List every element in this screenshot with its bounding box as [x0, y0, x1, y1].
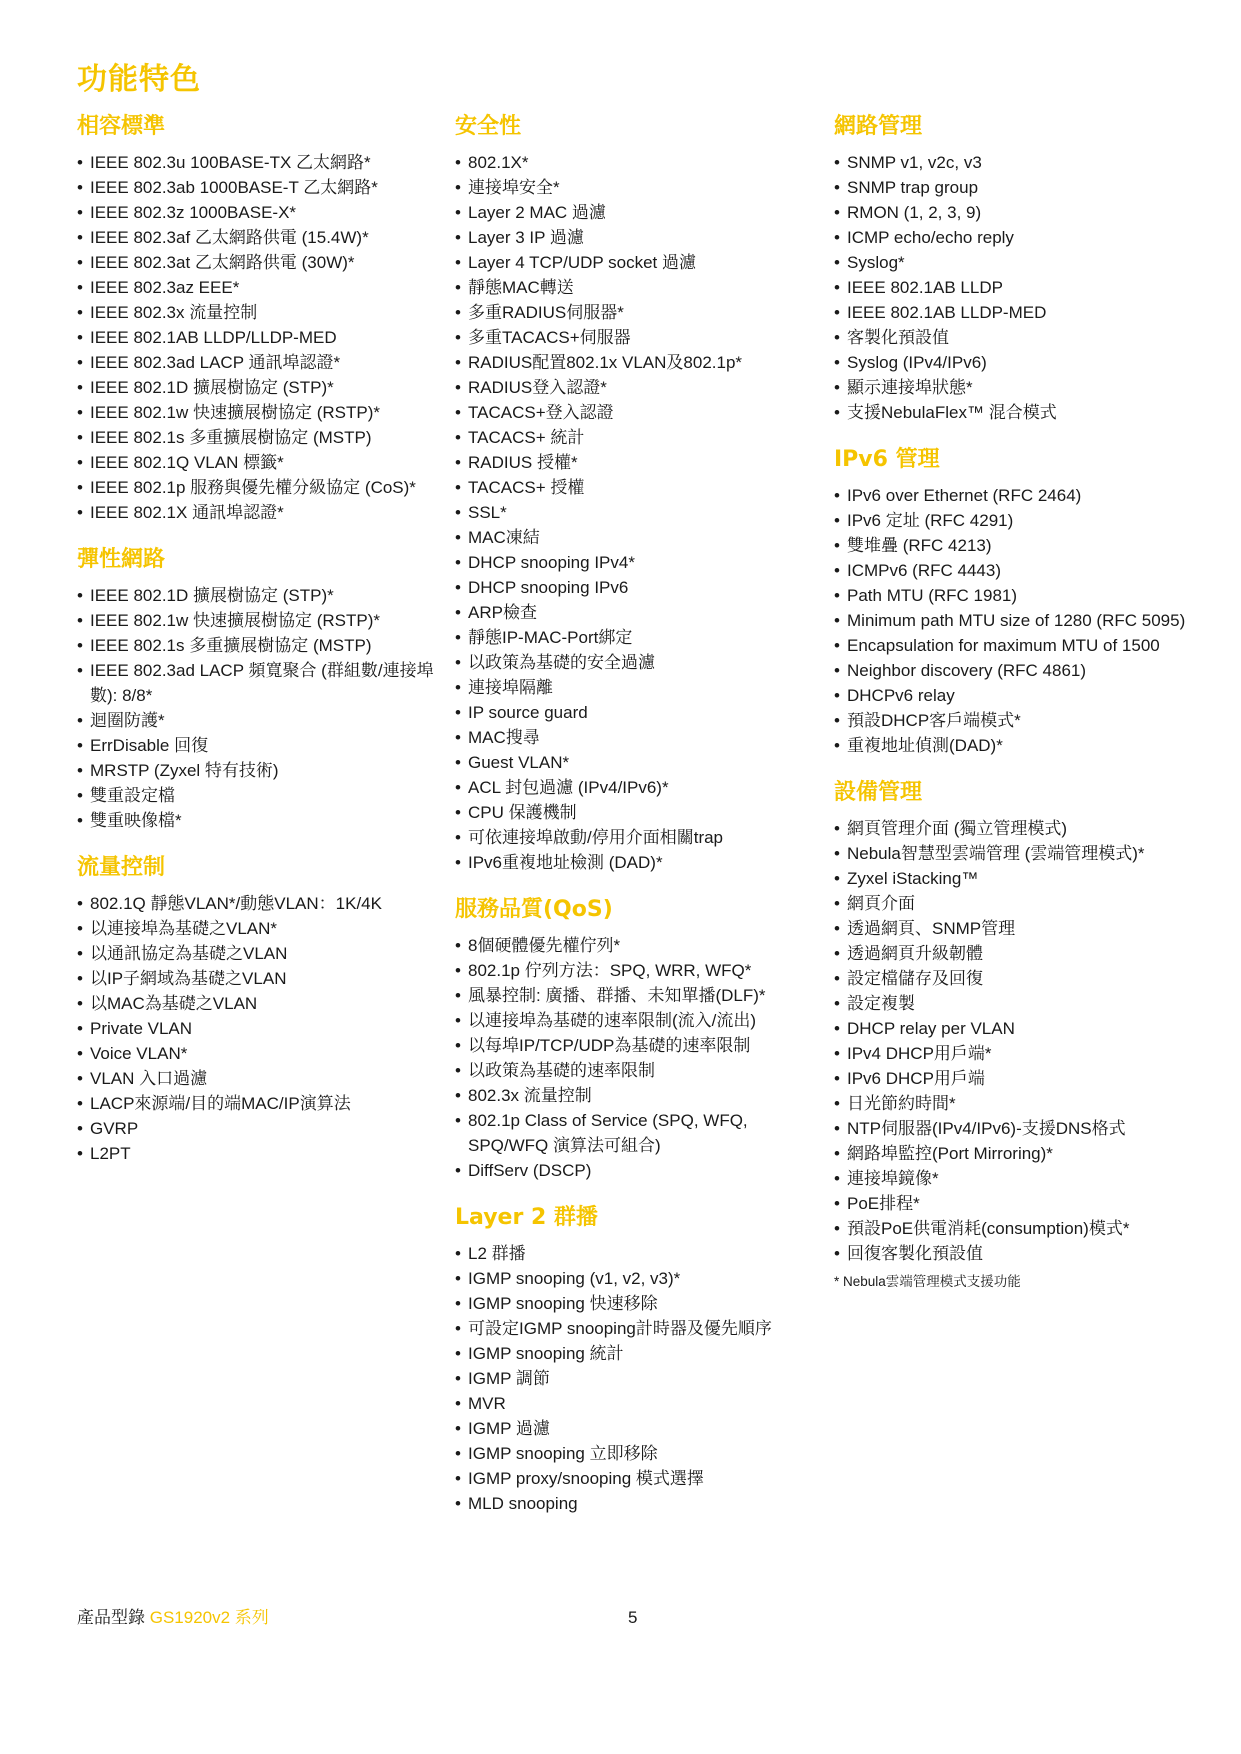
- list-item: • 可設定IGMP snooping計時器及優先順序: [455, 1316, 825, 1341]
- list-item: • IGMP snooping 快速移除: [455, 1291, 825, 1316]
- list-item: • Guest VLAN*: [455, 750, 825, 775]
- list-item: • CPU 保護機制: [455, 800, 825, 825]
- list-item: • IGMP snooping 立即移除: [455, 1441, 825, 1466]
- section-title: 設備管理: [834, 780, 923, 805]
- list-item: • IPv6 DHCP用戶端: [834, 1066, 1204, 1091]
- footer: [77, 1606, 269, 1630]
- list-item: • IEEE 802.1w 快速擴展樹協定 (RSTP)*: [77, 400, 442, 425]
- list-item: • IEEE 802.3az EEE*: [77, 275, 442, 300]
- feature-list: [77, 150, 442, 525]
- list-item: • IEEE 802.1D 擴展樹協定 (STP)*: [77, 375, 442, 400]
- list-item: • Zyxel iStacking™: [834, 866, 1204, 891]
- list-item: • 以每埠IP/TCP/UDP為基礎的速率限制: [455, 1033, 825, 1058]
- list-item: • IPv6 定址 (RFC 4291): [834, 508, 1204, 533]
- list-item: • ARP檢查: [455, 600, 825, 625]
- list-item: • IEEE 802.3x 流量控制: [77, 300, 442, 325]
- list-item: • RADIUS配置802.1x VLAN及802.1p*: [455, 350, 825, 375]
- list-item: • 支援NebulaFlex™ 混合模式: [834, 400, 1204, 425]
- list-item: • IEEE 802.3at 乙太網路供電 (30W)*: [77, 250, 442, 275]
- list-item: • DHCP relay per VLAN: [834, 1016, 1204, 1041]
- list-item: • SNMP v1, v2c, v3: [834, 150, 1204, 175]
- list-item: • ICMPv6 (RFC 4443): [834, 558, 1204, 583]
- section-title: 相容標準: [77, 114, 166, 139]
- list-item: • MAC搜尋: [455, 725, 825, 750]
- section-title: 服務品質(QoS): [455, 897, 613, 922]
- list-item: • 雙重映像檔*: [77, 808, 442, 833]
- list-item: • IEEE 802.3u 100BASE-TX 乙太網路*: [77, 150, 442, 175]
- section-title: 彈性網路: [77, 547, 166, 572]
- list-item: • 連接埠鏡像*: [834, 1166, 1204, 1191]
- list-item: • 802.3x 流量控制: [455, 1083, 825, 1108]
- section-title: 網路管理: [834, 114, 923, 139]
- list-item: • Nebula智慧型雲端管理 (雲端管理模式)*: [834, 841, 1204, 866]
- list-item: • NTP伺服器(IPv4/IPv6)-支援DNS格式: [834, 1116, 1204, 1141]
- column-1: [77, 112, 442, 1186]
- list-item: • 顯示連接埠狀態*: [834, 375, 1204, 400]
- list-item: • IEEE 802.1AB LLDP: [834, 275, 1204, 300]
- footnote: * Nebula雲端管理模式支援功能: [834, 1274, 1021, 1289]
- list-item: • 連接埠隔離: [455, 675, 825, 700]
- list-item: • IEEE 802.1AB LLDP/LLDP-MED: [77, 325, 442, 350]
- list-item: • 以MAC為基礎之VLAN: [77, 991, 442, 1016]
- list-item: • MRSTP (Zyxel 特有技術): [77, 758, 442, 783]
- list-item: • 可依連接埠啟動/停用介面相關trap: [455, 825, 825, 850]
- section-qos: [455, 895, 825, 1183]
- section-security: [455, 112, 825, 875]
- section-layer2-multicast: [455, 1203, 825, 1516]
- list-item: • 802.1X*: [455, 150, 825, 175]
- list-item: • 回復客製化預設值: [834, 1241, 1204, 1266]
- feature-list: [834, 150, 1204, 425]
- list-item: • 網路埠監控(Port Mirroring)*: [834, 1141, 1204, 1166]
- feature-list: [834, 816, 1204, 1266]
- list-item: • SSL*: [455, 500, 825, 525]
- section-network-management: [834, 112, 1204, 425]
- list-item: • MLD snooping: [455, 1491, 825, 1516]
- list-item: • 以連接埠為基礎的速率限制(流入/流出): [455, 1008, 825, 1033]
- list-item: • 設定檔儲存及回復: [834, 966, 1204, 991]
- list-item: • 日光節約時間*: [834, 1091, 1204, 1116]
- list-item: • ACL 封包過濾 (IPv4/IPv6)*: [455, 775, 825, 800]
- section-compatibility-standards: [77, 112, 442, 525]
- list-item: • Layer 2 MAC 過濾: [455, 200, 825, 225]
- list-item: • RMON (1, 2, 3, 9): [834, 200, 1204, 225]
- list-item: • 迴圈防護*: [77, 708, 442, 733]
- list-item: • 以IP子網域為基礎之VLAN: [77, 966, 442, 991]
- list-item: • Private VLAN: [77, 1016, 442, 1041]
- list-item: • 多重TACACS+伺服器: [455, 325, 825, 350]
- list-item: • 以連接埠為基礎之VLAN*: [77, 916, 442, 941]
- list-item: • IGMP proxy/snooping 模式選擇: [455, 1466, 825, 1491]
- list-item: • Encapsulation for maximum MTU of 1500: [834, 633, 1204, 658]
- list-item: • L2PT: [77, 1141, 442, 1166]
- list-item: • 客製化預設值: [834, 325, 1204, 350]
- list-item: • Syslog*: [834, 250, 1204, 275]
- section-title: Layer 2 群播: [455, 1205, 598, 1230]
- list-item: • 802.1Q 靜態VLAN*/動態VLAN：1K/4K: [77, 891, 442, 916]
- list-item: • 網頁介面: [834, 891, 1204, 916]
- section-title: 流量控制: [77, 855, 166, 880]
- list-item: • IEEE 802.1X 通訊埠認證*: [77, 500, 442, 525]
- list-item: • 雙重設定檔: [77, 783, 442, 808]
- list-item: • IP source guard: [455, 700, 825, 725]
- list-item: • Neighbor discovery (RFC 4861): [834, 658, 1204, 683]
- list-item: • IEEE 802.1s 多重擴展樹協定 (MSTP): [77, 425, 442, 450]
- list-item: • IEEE 802.1p 服務與優先權分級協定 (CoS)*: [77, 475, 442, 500]
- section-title: IPv6 管理: [834, 447, 940, 472]
- list-item: • 預設DHCP客戶端模式*: [834, 708, 1204, 733]
- list-item: • RADIUS登入認證*: [455, 375, 825, 400]
- list-item: • IGMP 調節: [455, 1366, 825, 1391]
- list-item: • IEEE 802.3ab 1000BASE-T 乙太網路*: [77, 175, 442, 200]
- list-item: • Syslog (IPv4/IPv6): [834, 350, 1204, 375]
- list-item: • 透過網頁升級韌體: [834, 941, 1204, 966]
- list-item: • Layer 3 IP 過濾: [455, 225, 825, 250]
- list-item: • IEEE 802.1D 擴展樹協定 (STP)*: [77, 583, 442, 608]
- list-item: • LACP來源端/目的端MAC/IP演算法: [77, 1091, 442, 1116]
- list-item: • 重複地址偵測(DAD)*: [834, 733, 1204, 758]
- list-item: • 多重RADIUS伺服器*: [455, 300, 825, 325]
- list-item: • IPv6 over Ethernet (RFC 2464): [834, 483, 1204, 508]
- list-item: • DiffServ (DSCP): [455, 1158, 825, 1183]
- list-item: • 8個硬體優先權佇列*: [455, 933, 825, 958]
- list-item: • TACACS+ 授權: [455, 475, 825, 500]
- feature-list: [455, 933, 825, 1183]
- list-item: • Layer 4 TCP/UDP socket 過濾: [455, 250, 825, 275]
- page-title: 功能特色: [77, 62, 201, 97]
- list-item: • TACACS+ 統計: [455, 425, 825, 450]
- feature-list: [77, 891, 442, 1166]
- list-item: • IPv4 DHCP用戶端*: [834, 1041, 1204, 1066]
- list-item: • 802.1p Class of Service (SPQ, WFQ, SPQ/WFQ 演算法可組合): [455, 1108, 825, 1158]
- list-item: • ICMP echo/echo reply: [834, 225, 1204, 250]
- list-item: • 靜態IP-MAC-Port綁定: [455, 625, 825, 650]
- list-item: • IEEE 802.3ad LACP 頻寬聚合 (群組數/連接埠數): 8/8*: [77, 658, 442, 708]
- section-traffic-control: [77, 853, 442, 1166]
- page-number: 5: [628, 1608, 638, 1627]
- list-item: • 連接埠安全*: [455, 175, 825, 200]
- list-item: • GVRP: [77, 1116, 442, 1141]
- list-item: • DHCP snooping IPv4*: [455, 550, 825, 575]
- list-item: • 802.1p 佇列方法：SPQ, WRR, WFQ*: [455, 958, 825, 983]
- list-item: • IGMP snooping 統計: [455, 1341, 825, 1366]
- list-item: • MVR: [455, 1391, 825, 1416]
- list-item: • TACACS+登入認證: [455, 400, 825, 425]
- list-item: • DHCPv6 relay: [834, 683, 1204, 708]
- list-item: • IEEE 802.3ad LACP 通訊埠認證*: [77, 350, 442, 375]
- list-item: • 風暴控制: 廣播、群播、未知單播(DLF)*: [455, 983, 825, 1008]
- list-item: • 靜態MAC轉送: [455, 275, 825, 300]
- list-item: • 網頁管理介面 (獨立管理模式): [834, 816, 1204, 841]
- section-device-management: [834, 778, 1204, 1292]
- list-item: • IGMP snooping (v1, v2, v3)*: [455, 1266, 825, 1291]
- list-item: • Path MTU (RFC 1981): [834, 583, 1204, 608]
- list-item: • IEEE 802.1Q VLAN 標籤*: [77, 450, 442, 475]
- list-item: • IGMP 過濾: [455, 1416, 825, 1441]
- catalog-label: 產品型錄: [77, 1608, 145, 1627]
- section-resilient-network: [77, 545, 442, 833]
- list-item: • 預設PoE供電消耗(consumption)模式*: [834, 1216, 1204, 1241]
- list-item: • IEEE 802.3z 1000BASE-X*: [77, 200, 442, 225]
- section-title: 安全性: [455, 114, 522, 139]
- list-item: • RADIUS 授權*: [455, 450, 825, 475]
- list-item: • L2 群播: [455, 1241, 825, 1266]
- feature-list: [77, 583, 442, 833]
- feature-list: [455, 1241, 825, 1516]
- list-item: • IEEE 802.1s 多重擴展樹協定 (MSTP): [77, 633, 442, 658]
- list-item: • IEEE 802.1w 快速擴展樹協定 (RSTP)*: [77, 608, 442, 633]
- column-3: [834, 112, 1204, 1312]
- list-item: • IEEE 802.3af 乙太網路供電 (15.4W)*: [77, 225, 442, 250]
- list-item: • ErrDisable 回復: [77, 733, 442, 758]
- list-item: • SNMP trap group: [834, 175, 1204, 200]
- list-item: • 以政策為基礎的速率限制: [455, 1058, 825, 1083]
- feature-list: [455, 150, 825, 875]
- list-item: • 雙堆疊 (RFC 4213): [834, 533, 1204, 558]
- list-item: • 設定複製: [834, 991, 1204, 1016]
- list-item: • MAC凍結: [455, 525, 825, 550]
- column-2: [455, 112, 825, 1536]
- list-item: • DHCP snooping IPv6: [455, 575, 825, 600]
- list-item: • PoE排程*: [834, 1191, 1204, 1216]
- section-ipv6-management: [834, 445, 1204, 758]
- list-item: • IPv6重複地址檢測 (DAD)*: [455, 850, 825, 875]
- list-item: • Minimum path MTU size of 1280 (RFC 5095): [834, 608, 1204, 633]
- list-item: • VLAN 入口過濾: [77, 1066, 442, 1091]
- list-item: • 透過網頁、SNMP管理: [834, 916, 1204, 941]
- list-item: • 以通訊協定為基礎之VLAN: [77, 941, 442, 966]
- list-item: • 以政策為基礎的安全過濾: [455, 650, 825, 675]
- series-label: GS1920v2 系列: [149, 1608, 269, 1627]
- feature-list: [834, 483, 1204, 758]
- list-item: • IEEE 802.1AB LLDP-MED: [834, 300, 1204, 325]
- list-item: • Voice VLAN*: [77, 1041, 442, 1066]
